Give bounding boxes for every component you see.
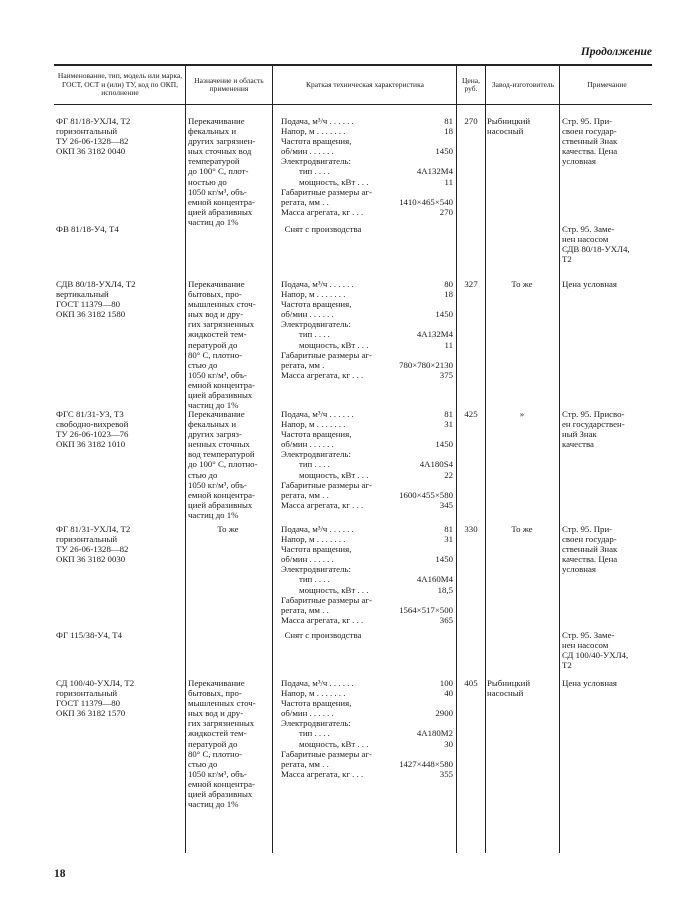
table-row-purpose: Перекачивание бытовых, про- мышленных сточ- ных вод и дру- гих загрязненных жидкостей тем- пературой до 80° С, плотно- стью до 1050 кг/м³, объ- емной концентра- цией абразивных частиц до 1% [188, 279, 256, 411]
table-row-price: 405 [464, 678, 478, 688]
header-bottom-rule [54, 104, 652, 105]
table-row-price: 327 [464, 279, 478, 289]
col-sep-5 [559, 64, 560, 853]
table-row-specs: Подача, м³/ч . . . . . . 80 Напор, м . . . . . . . 18 Частота вращения, об/мин . . . . . . 1450 Электродвигатель: тип . . . . 4А132М4 мощность, кВт . . . 11 Габаритные размеры аг- регата, мм . 780×780×2130 Масса агрегата, кг . . . 375 [281, 279, 453, 380]
table-row-purpose: Перекачивание фекальных и других загряз- ненных сточных вод температурой до 100° С, плотно- стью до 1050 кг/м³, объ- емной концентра- цией абразивных частиц до 1% [188, 409, 258, 520]
table-row-name: ФГ 115/38-У4, Т4 [56, 630, 123, 640]
removed-note: Снят с производства [284, 224, 362, 234]
table-row-note: Стр. 95. Заме- нен насосом СДВ 80/18-УХЛ4, Т2 [562, 224, 630, 265]
table-row-purpose: Перекачивание фекальных и других загрязнен- ных сточных вод температурой до 100° С, плот- ностью до 1050 кг/м³, объ- емной концентра- цией абразивных частиц до 1% [188, 116, 256, 227]
table-row-maker: Рыбницкий насосный [487, 678, 531, 699]
table-row-purpose: То же [217, 524, 239, 534]
header-price: Цена, руб. [462, 75, 480, 93]
table-row-name: СДВ 80/18-УХЛ4, Т2 вертикальный ГОСТ 11379—80 ОКП 36 3182 1580 [56, 279, 136, 320]
table-row-maker: » [519, 409, 525, 419]
table-row-specs: Подача, м³/ч . . . . . . 81 Напор, м . . . . . . . 31 Частота вращения, об/мин . . . . . . 1450 Электродвигатель: тип . . . . 4А160М4 мощность, кВт . . . 18,5 Габаритные размеры аг- регата, мм . . 1564×517×500 Масса агрегата, кг . . . 365 [281, 524, 453, 625]
page-number: 18 [54, 868, 66, 880]
table-row-name: СД 100/40-УХЛ4, Т2 горизонтальный ГОСТ 11379—80 ОКП 36 3182 1570 [56, 678, 135, 719]
col-sep-4 [485, 64, 486, 853]
table-row-specs: Подача, м³/ч . . . . . . 81 Напор, м . . . . . . . 18 Частота вращения, об/мин . . . . . . 1450 Электродвигатель: тип . . . . 4А132М4 мощность, кВт . . . 11 Габаритные размеры аг- регата, мм . . 1410×465×540 Масса агрегата, кг . . . 270 [281, 116, 453, 217]
col-sep-1 [185, 64, 186, 853]
table-row-maker: То же [511, 279, 533, 289]
table-row-note: Цена условная [562, 279, 617, 289]
table-row-note: Цена условная [562, 678, 617, 688]
table-row-maker: Рыбницкий насосный [487, 116, 531, 137]
table-row-name: ФВ 81/18-У4, Т4 [56, 224, 119, 234]
col-sep-2 [272, 64, 273, 853]
table-row-specs: Подача, м³/ч . . . . . . 100 Напор, м . . . . . . . 40 Частота вращения, об/мин . . . . . . 2900 Электродвигатель: тип . . . . 4А180М2 мощность, кВт . . . 30 Габаритные размеры аг- регата, мм . . 1427×448×580 Масса агрегата, кг . . . 355 [281, 678, 453, 779]
header-note: Примечание [587, 79, 627, 89]
table-row-name: ФГС 81/31-У3, Т3 свободно-вихревой ТУ 26-06-1023—76 ОКП 36 3182 1010 [56, 409, 129, 450]
table-row-specs: Подача, м³/ч . . . . . . 81 Напор, м . . . . . . . 31 Частота вращения, об/мин . . . . . . 1450 Электродвигатель: тип . . . . 4А180S4 мощность, кВт . . . 22 Габаритные размеры аг- регата, мм . . 1600×455×580 Масса агрегата, кг . . . 345 [281, 409, 453, 510]
header-specs: Краткая техническая характеристика [306, 79, 424, 89]
table-row-price: 425 [464, 409, 478, 419]
removed-note: Снят с производства [284, 630, 362, 640]
table-row-name: ФГ 81/31-УХЛ4, Т2 горизонтальный ТУ 26-06-1328—82 ОКП 36 3182 0030 [56, 524, 131, 565]
col-sep-3 [456, 64, 457, 853]
table-row-price: 270 [464, 116, 478, 126]
table-row-note: Стр. 95. При- своен государ- ственный Знак качества. Цена условная [562, 116, 618, 167]
table-top-rule [54, 64, 652, 66]
table-row-name: ФГ 81/18-УХЛ4, Т2 горизонтальный ТУ 26-06-1328—82 ОКП 36 3182 0040 [56, 116, 131, 157]
header-purpose: Назначение и область применения [194, 75, 264, 93]
table-row-price: 330 [464, 524, 478, 534]
continuation-label: Продолжение [580, 46, 652, 58]
table-row-note: Стр. 95. Заме- нен насосом СД 100/40-УХЛ4, Т2 [562, 630, 629, 671]
header-maker: Завод-изготовитель [491, 79, 555, 89]
table-row-purpose: Перекачивание бытовых, про- мышленных сточ- ных вод и дру- гих загрязненных жидкостей тем- пературой до 80° С, плотно- стью до 1050 кг/м³, объ- емной концентра- цией абразивных частиц до 1% [188, 678, 256, 810]
header-name: Наименование, тип, модель или марка, ГОСТ, ОСТ и (или) ТУ, код по ОКП, исполнение [57, 71, 183, 98]
table-row-maker: То же [511, 524, 533, 534]
table-row-note: Стр. 95. Присво- ен государствен- ный Знак качества [562, 409, 625, 450]
table-row-note: Стр. 95. При- своен государ- ственный Знак качества. Цена условная [562, 524, 618, 575]
